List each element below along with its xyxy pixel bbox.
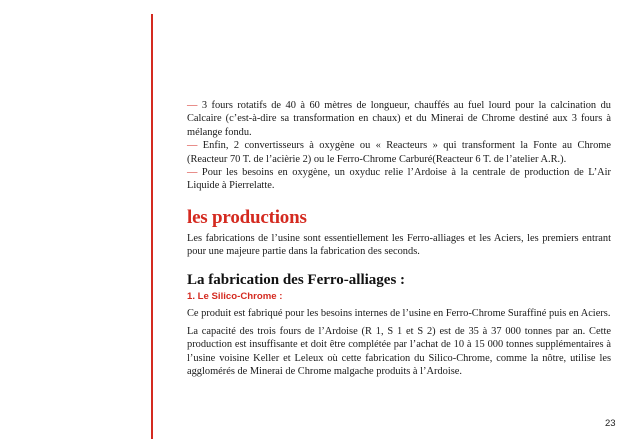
dash-marker: — bbox=[187, 167, 198, 179]
subsection-title-ferro-alliages: La fabrication des Ferro-alliages : bbox=[187, 271, 406, 288]
intro-item-text: Pour les besoins en oxygène, un oxyduc relie l’Ardoise à la centrale de production de L’Air Liquide à Pierrelatte. bbox=[187, 167, 611, 192]
intro-item-1 bbox=[187, 99, 611, 139]
intro-item-2 bbox=[187, 139, 611, 166]
intro-item-text: Enfin, 2 convertisseurs à oxygène ou « Reacteurs » qui transforment la Fonte au Chrome (Reacteur 70 T. de l’acièrie 2) ou le Ferro-Chrome Carburé(Reacteur 6 T. de l’atelier A.R.). bbox=[187, 140, 611, 165]
dash-marker: — bbox=[187, 140, 198, 152]
intro-item-text: 3 fours rotatifs de 40 à 60 mètres de longueur, chauffés au fuel lourd pour la calcination du Calcaire (c’est-à-dire sa transformation en chaux) et du Minerai de Chrome destiné aux 3 fours à mélange fondu. bbox=[187, 100, 611, 138]
red-margin-rule bbox=[151, 14, 153, 439]
silico-chrome-paragraph-1: Ce produit est fabriqué pour les besoins internes de l’usine en Ferro-Chrome Suraffiné puis en Aciers. bbox=[187, 307, 611, 319]
page-number: 23 bbox=[605, 418, 616, 429]
productions-paragraph: Les fabrications de l’usine sont essentiellement les Ferro-alliages et les Aciers, les premiers entrant pour une majeure partie dans la fabrication des seconds. bbox=[187, 232, 611, 258]
silico-chrome-paragraph-2: La capacité des trois fours de l’Ardoise (R 1, S 1 et S 2) est de 35 à 37 000 tonnes par an. Cette production est insuffisante et doit être complétée par l’achat de 10 à 15 000 tonnes supplémentaires à l’usine voisine Keller et Leleux où cette fabrication du Silico-Chrome, comme la nôtre, utilise les agglomérés de Minerai de Chrome malgache produits à l’Ardoise. bbox=[187, 326, 611, 378]
dash-marker: — bbox=[187, 100, 198, 111]
section-title-productions: les productions bbox=[187, 206, 307, 228]
item-title-silico-chrome: 1. Le Silico-Chrome : bbox=[187, 290, 283, 302]
intro-item-3 bbox=[187, 166, 611, 193]
main-content bbox=[187, 99, 611, 379]
